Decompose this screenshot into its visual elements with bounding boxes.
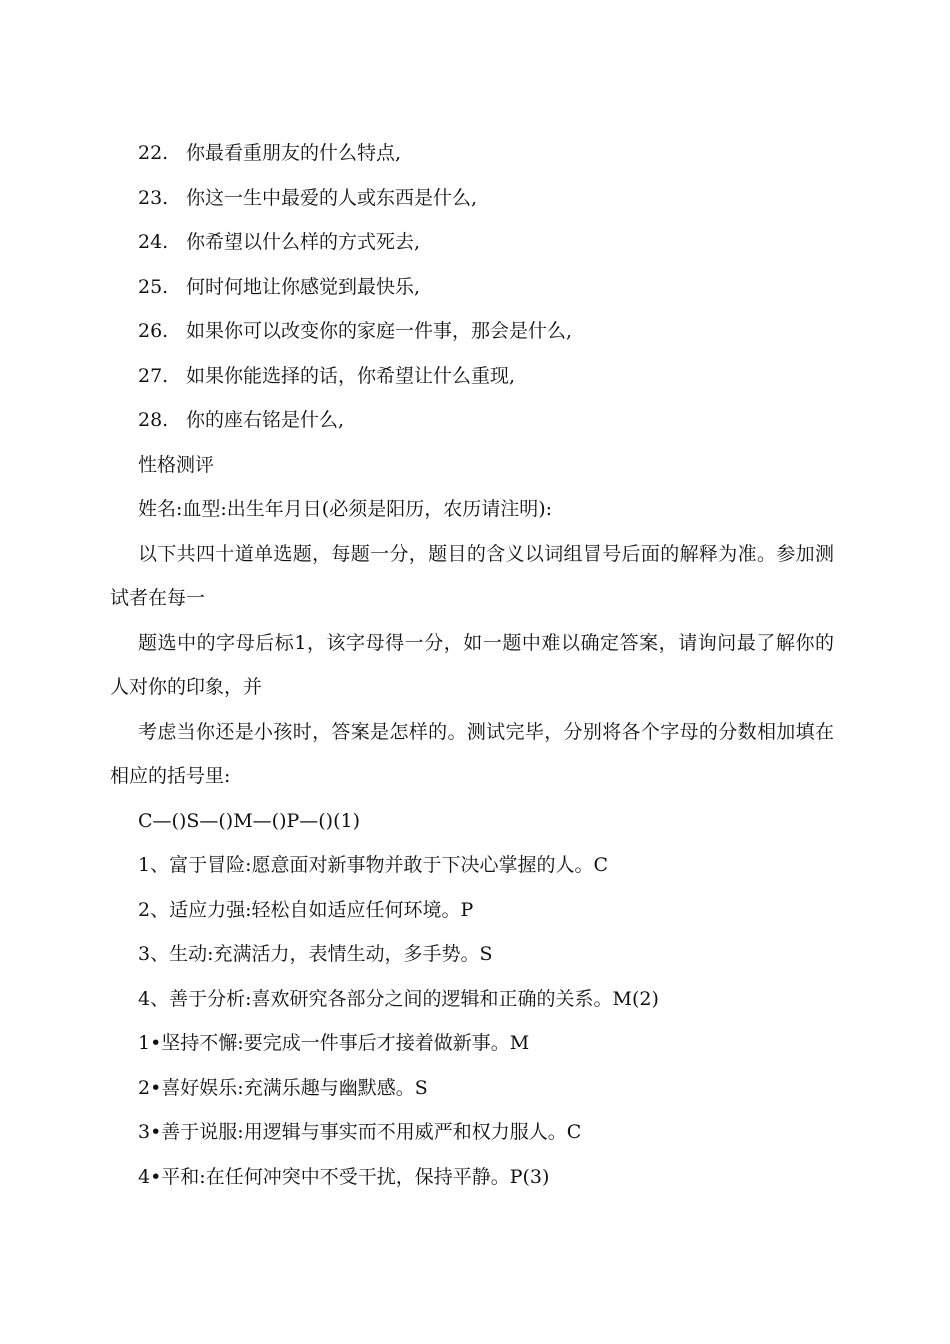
option-item: 4、善于分析:喜欢研究各部分之间的逻辑和正确的关系。M(2) bbox=[138, 987, 659, 1010]
option-item: 3、生动:充满活力，表情生动，多手势。S bbox=[138, 943, 493, 965]
question-text: 你的座右铭是什么, bbox=[186, 409, 345, 431]
question-number: 28. bbox=[138, 409, 169, 431]
question-item bbox=[110, 176, 834, 221]
question-number: 26. bbox=[138, 320, 169, 342]
score-line: C—()S—()M—()P—()(1) bbox=[138, 809, 361, 832]
intro-paragraph: 题选中的字母后标1，该字母得一分，如一题中难以确定答案，请询问最了解你的人对你的印象，并 bbox=[110, 631, 834, 698]
question-text: 你最看重朋友的什么特点, bbox=[186, 142, 402, 164]
question-text: 你这一生中最爱的人或东西是什么, bbox=[186, 186, 478, 209]
document-body bbox=[110, 131, 834, 1199]
question-number: 24. bbox=[138, 231, 169, 253]
option-item: 1•坚持不懈:要完成一件事后才接着做新事。M bbox=[138, 1032, 530, 1054]
intro-paragraph: 以下共四十道单选题，每题一分，题目的含义以词组冒号后面的解释为准。参加测试者在每一 bbox=[110, 542, 834, 609]
option-item: 3•善于说服:用逻辑与事实而不用威严和权力服人。C bbox=[138, 1121, 582, 1143]
question-item bbox=[110, 131, 834, 176]
question-item bbox=[110, 220, 834, 265]
question-item bbox=[110, 265, 834, 310]
question-text: 你希望以什么样的方式死去, bbox=[186, 231, 421, 253]
question-text: 如果你可以改变你的家庭一件事，那会是什么, bbox=[186, 320, 573, 342]
question-number: 23. bbox=[138, 186, 169, 209]
option-item: 2•喜好娱乐:充满乐趣与幽默感。S bbox=[138, 1076, 428, 1099]
section-title: 性格测评 bbox=[138, 453, 215, 476]
option-item: 2、适应力强:轻松自如适应任何环境。P bbox=[138, 898, 474, 921]
question-item bbox=[110, 398, 834, 443]
intro-paragraph: 考虑当你还是小孩时，答案是怎样的。测试完毕，分别将各个字母的分数相加填在相应的括号里: bbox=[110, 720, 834, 787]
question-number: 25. bbox=[138, 275, 169, 298]
question-text: 何时何地让你感觉到最快乐, bbox=[186, 275, 421, 298]
option-item: 1、富于冒险:愿意面对新事物并敢于下决心掌握的人。C bbox=[138, 854, 609, 876]
question-text: 如果你能选择的话，你希望让什么重现, bbox=[186, 364, 516, 387]
info-line: 姓名:血型:出生年月日(必须是阳历，农历请注明): bbox=[138, 498, 553, 520]
question-item bbox=[110, 309, 834, 354]
option-item: 4•平和:在任何冲突中不受干扰，保持平静。P(3) bbox=[138, 1165, 550, 1188]
question-item bbox=[110, 354, 834, 399]
question-number: 27. bbox=[138, 364, 169, 387]
question-number: 22. bbox=[138, 142, 169, 164]
